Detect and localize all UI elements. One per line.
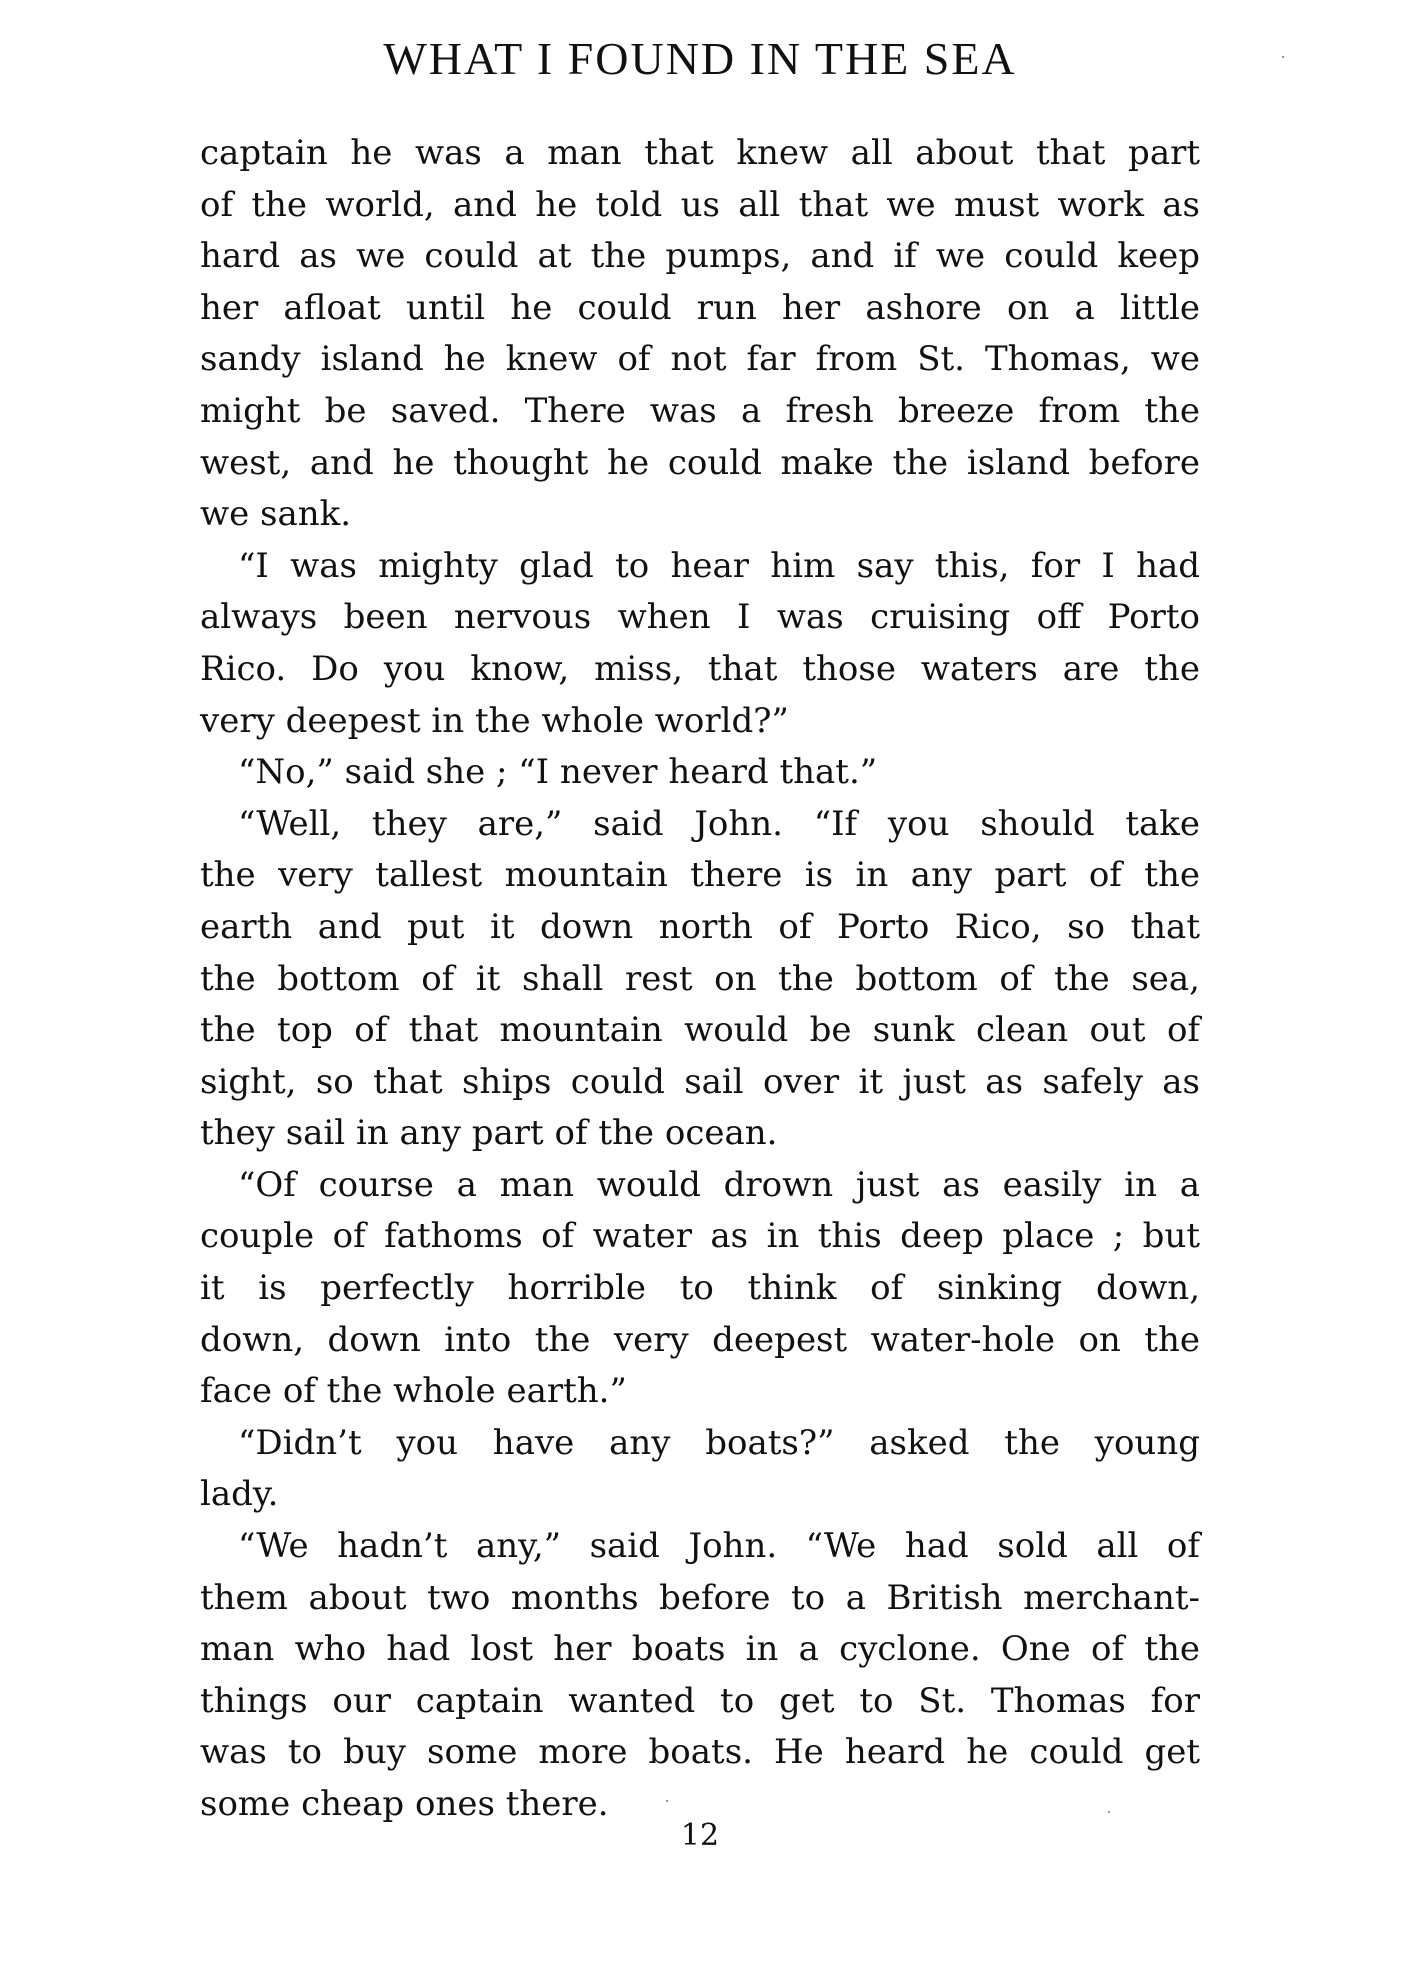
- text-line: the very tallest mountain there is in any part of the: [200, 855, 1200, 896]
- text-line: down, down into the very deepest water-hole on the: [200, 1319, 1200, 1360]
- body-text: [200, 128, 1200, 1831]
- text-line: “Well, they are,” said John. “If you should take: [238, 803, 1200, 844]
- text-line: the top of that mountain would be sunk clean out of: [200, 1010, 1200, 1051]
- text-line: things our captain wanted to get to St. Thomas for: [200, 1680, 1200, 1721]
- text-line: it is perfectly horrible to think of sinking down,: [200, 1268, 1200, 1309]
- text-line: the bottom of it shall rest on the bottom of the sea,: [200, 958, 1200, 999]
- text-line: lady.: [200, 1474, 279, 1515]
- text-line: earth and put it down north of Porto Rico, so that: [200, 906, 1200, 947]
- text-line: of the world, and he told us all that we must work as: [200, 184, 1200, 225]
- text-line: always been nervous when I was cruising off Porto: [200, 597, 1200, 638]
- text-line: sight, so that ships could sail over it just as safely as: [200, 1061, 1200, 1102]
- text-line: “Of course a man would drown just as easily in a: [238, 1164, 1200, 1205]
- text-line: “We hadn’t any,” said John. “We had sold all of: [238, 1526, 1200, 1567]
- text-line: was to buy some more boats. He heard he could get: [200, 1732, 1200, 1773]
- text-line: them about two months before to a British merchant-: [200, 1577, 1200, 1618]
- text-line: we sank.: [200, 494, 352, 535]
- text-line: they sail in any part of the ocean.: [200, 1113, 778, 1154]
- text-line: “Didn’t you have any boats?” asked the young: [238, 1422, 1200, 1463]
- scan-speck: [666, 1800, 668, 1802]
- text-line: some cheap ones there.: [200, 1784, 609, 1824]
- text-line: “No,” said she ; “I never heard that.”: [238, 752, 878, 793]
- scan-speck: [1108, 1811, 1110, 1813]
- text-line: couple of fathoms of water as in this deep place ; but: [200, 1216, 1200, 1257]
- text-line: west, and he thought he could make the island before: [200, 442, 1200, 483]
- text-line: her afloat until he could run her ashore on a little: [200, 287, 1200, 328]
- running-head-title: WHAT I FOUND IN THE SEA: [383, 33, 1017, 84]
- text-line: “I was mighty glad to hear him say this, for I had: [238, 545, 1200, 586]
- text-line: hard as we could at the pumps, and if we could keep: [200, 236, 1200, 277]
- page-number: 12: [680, 1818, 720, 1853]
- scan-speck: [1282, 56, 1284, 58]
- text-line: very deepest in the whole world?”: [200, 700, 789, 741]
- text-line: face of the whole earth.”: [200, 1371, 627, 1412]
- text-line: sandy island he knew of not far from St. Thomas, we: [200, 339, 1200, 380]
- text-line: man who had lost her boats in a cyclone. One of the: [200, 1629, 1200, 1670]
- text-line: Rico. Do you know, miss, that those waters are the: [200, 648, 1200, 689]
- text-line: might be saved. There was a fresh breeze from the: [200, 390, 1200, 431]
- text-line: captain he was a man that knew all about that part: [200, 133, 1200, 173]
